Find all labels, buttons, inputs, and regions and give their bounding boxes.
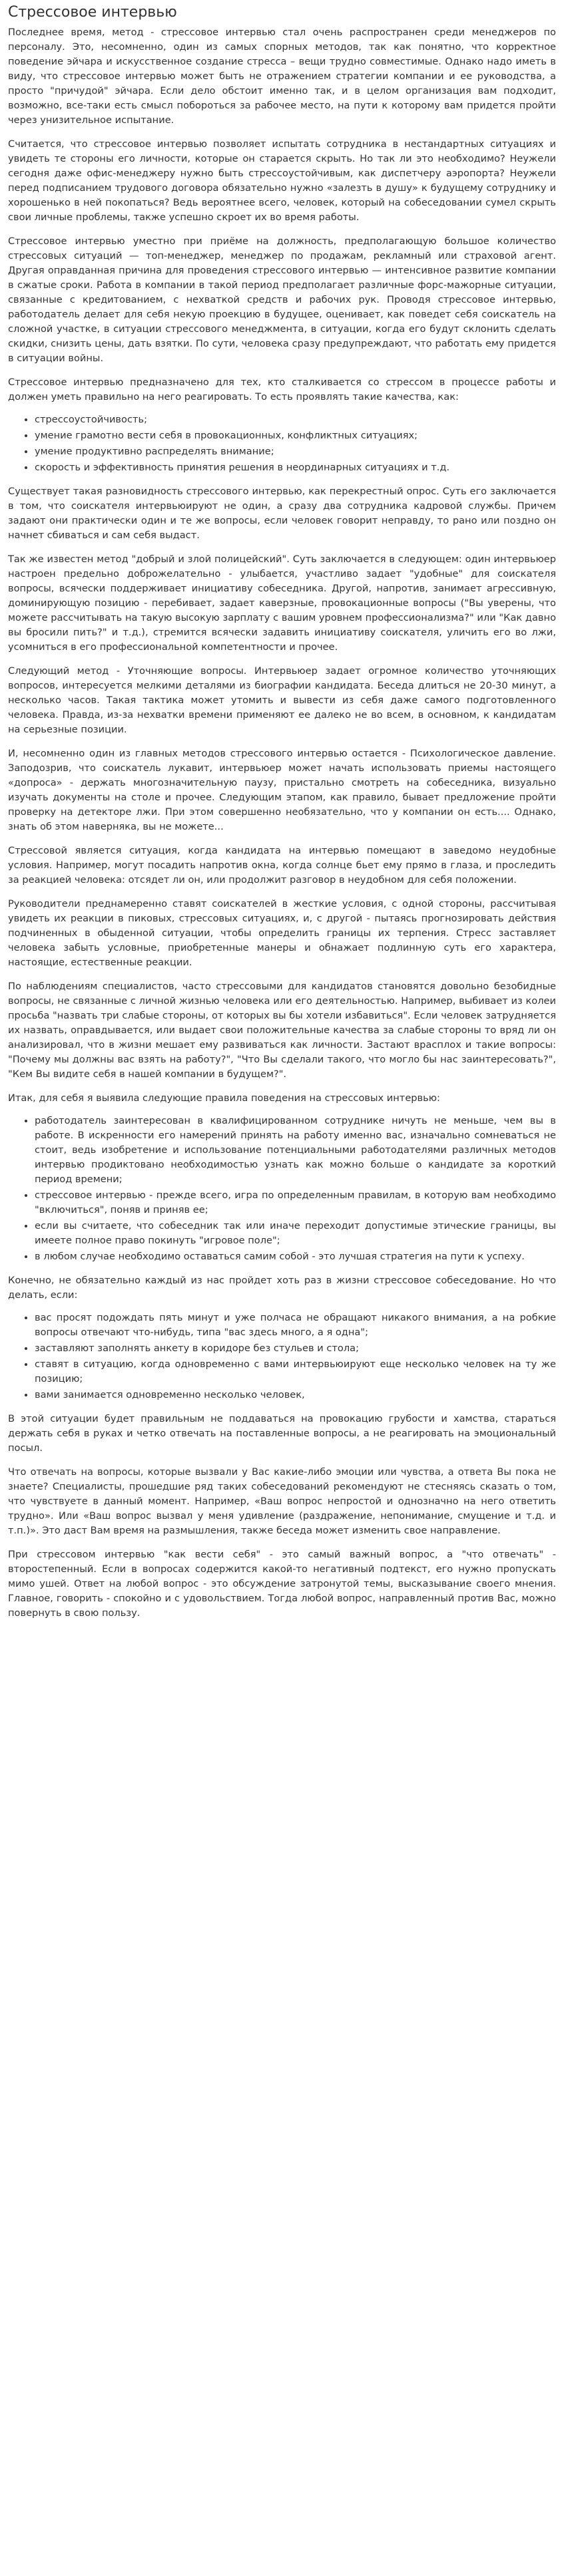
paragraph: Итак, для себя я выявила следующие правила поведения на стрессовых интервью: bbox=[8, 1092, 440, 1104]
paragraph: Конечно, не обязательно каждый из нас пройдет хоть раз в жизни стрессовое собеседование. Но что делать, если: bbox=[8, 1275, 556, 1301]
list-item: • умение продуктивно распределять внимание; bbox=[35, 444, 556, 459]
list-item: • ставят в ситуацию, когда одновременно с вами интервьюируют еще несколько человек на ту же позицию; bbox=[35, 1357, 556, 1386]
list-item: • в любом случае необходимо оставаться самим собой - это лучшая стратегия на пути к успеху. bbox=[35, 1249, 556, 1264]
paragraph: Последнее время, метод - стрессовое интервью стал очень распространен среди менеджеров по персоналу. Это, несомненно, один из самых спорных методов, так как понятно, что корректное поведение эйчара и искусственное создание стресса – вещи трудно совместимые. Однако надо иметь в виду, что стрессовое интервью может быть не отражением стратегии компании и ее руководства, а просто "причудой" эйчара. Если дело обстоит именно так, и в целом организация вам подходит, возможно, все-таки есть смысл побороться за рабочее место, на пути к которому вам придется пройти через унизительное испытание. bbox=[8, 27, 556, 126]
situations-list bbox=[8, 1311, 556, 1402]
list-item: • вас просят подождать пять минут и уже полчаса не обращают никакого внимания, а на робкие вопросы отвечают что-нибудь, типа "вас здесь много, а я одна"; bbox=[35, 1311, 556, 1340]
qualities-list bbox=[8, 412, 556, 475]
paragraph: Стрессовое интервью предназначено для тех, кто сталкивается со стрессом в процессе работы и должен уметь правильно на него реагировать. То есть проявлять такие качества, как: bbox=[8, 377, 556, 402]
paragraph: Считается, что стрессовое интервью позволяет испытать сотрудника в нестандартных ситуациях и увидеть те стороны его личности, которые он старается скрыть. Но так ли это необходимо? Неужели сегодня даже офис-менеджеру нужно быть стрессоустойчивым, как диспетчеру аэропорта? Неужели перед подписанием трудового договора обязательно нужно «залезть в душу» к будущему сотруднику и хорошенько в ней покопаться? Ведь вероятнее всего, человек, который на собеседовании сумел скрыть свои личные проблемы, также успешно скроет их во время работы. bbox=[8, 138, 556, 223]
list-item: • если вы считаете, что собеседник так или иначе переходит допустимые этические границы, вы имеете полное право покинуть "игровое поле"; bbox=[35, 1219, 556, 1248]
list-item: • заставляют заполнять анкету в коридоре без стульев и стола; bbox=[35, 1341, 556, 1356]
paragraph: Так же известен метод "добрый и злой полицейский". Суть заключается в следующем: один интервьюер настроен предельно доброжелательно - улыбается, участливо задает "удобные" для соискателя вопросы, всячески поддерживает инициативу собеседника. Другой, напротив, занимает агрессивную, доминирующую позицию - перебивает, задает каверзные, провокационные вопросы ("Вы уверены, что можете рассчитывать на такую высокую зарплату с вашим уровнем профессионализма?" или "Как давно вы бросили пить?" и т.д.), стремится всячески задавить инициативу соискателя, уличить его во лжи, усомниться в его профессиональной компетентности и прочее. bbox=[8, 554, 556, 653]
paragraph: Следующий метод - Уточняющие вопросы. Интервьюер задает огромное количество уточняющих вопросов, интересуется мелкими деталями из биографии кандидата. Беседа длиться не 20-30 минут, а несколько часов. Такая тактика может утомить и вывести из себя даже самого подготовленного человека. Правда, из-за нехватки времени применяют ее далеко не во всем, в основном, к кандидатам на серьезные позиции. bbox=[8, 665, 556, 735]
paragraph: Стрессовое интервью уместно при приёме на должность, предполагающую большое количество стрессовых ситуаций — топ-менеджер, менеджер по продажам, рекламный или страховой агент. Другая оправданная причина для проведения стрессового интервью — интенсивное развитие компании в сжатые сроки. Работа в компании в такой период предполагает различные форс-мажорные ситуации, связанные с кредитованием, с нехваткой средств и рабочих рук. Проводя стрессовое интервью, работодатель делает для себя некую проекцию в будущее, оценивает, как поведет себя соискатель на сложной участке, в ситуации стрессового менеджмента, в ситуации, когда его будут склонить сделать скидки, снизить цены, дать взятки. По сути, человека сразу предупреждают, что работать ему придется в ситуации войны. bbox=[8, 236, 556, 364]
list-item: • скорость и эффективность принятия решения в неординарных ситуациях и т.д. bbox=[35, 460, 556, 475]
list-item: • умение грамотно вести себя в провокационных, конфликтных ситуациях; bbox=[35, 428, 556, 443]
list-item: • стрессовое интервью - прежде всего, игра по определенным правилам, в которую вам необходимо "включиться", поняв и приняв ее; bbox=[35, 1188, 556, 1217]
paragraph: Существует такая разновидность стрессового интервью, как перекрестный опрос. Суть его заключается в том, что соискателя интервьюируют не один, а сразу два сотрудника кадровой службы. Причем задают они практически один и те же вопросы, если человек говорит неправду, то рано или поздно он начнет сбиваться и сам себя выдаст. bbox=[8, 486, 556, 541]
page-title: Стрессовое интервью bbox=[8, 4, 177, 21]
paragraph: Что отвечать на вопросы, которые вызвали у Вас какие-либо эмоции или чувства, а ответа Вы пока не знаете? Специалисты, прошедшие ряд таких собеседований рекомендуют не стесняясь сказать о том, что чувствуете в данный момент. Например, «Ваш вопрос непростой и однозначно на него ответить трудно». Или «Ваш вопрос вызвал у меня удивление (раздражение, непонимание, смущение и т.д. и т.п.)». Это даст Вам время на размышления, также беседа может изменить свое направление. bbox=[8, 1466, 556, 1536]
paragraph: В этой ситуации будет правильным не поддаваться на провокацию грубости и хамства, стараться держать себя в руках и четко отвечать на поставленные вопросы, а не реагировать на эмоциональный посыл. bbox=[8, 1413, 556, 1454]
paragraph: Руководители преднамеренно ставят соискателей в жесткие условия, с одной стороны, рассчитывая увидеть их реакции в пиковых, стрессовых ситуациях, и, с другой - пытаясь прогнозировать действия подчиненных в обыденной ситуации, чтобы определить границы их терпения. Стресс заставляет человека забыть условные, приобретенные манеры и обнажает подлинную суть его характера, настоящие, естественные реакции. bbox=[8, 898, 556, 968]
list-item: • стрессоустойчивость; bbox=[35, 412, 556, 427]
paragraph: По наблюдениям специалистов, часто стрессовыми для кандидатов становятся довольно безобидные вопросы, не связанные с личной жизнью человека или его деятельностью. Например, выбивает из колеи просьба "назвать три слабые стороны, от которых вы бы хотели избавиться". Если человек затрудняется их назвать, оправдывается, или выдает свои положительные качества за слабые стороны то вряд ли он анализировал, что в жизни мешает ему развиваться как личности. Застают врасплох и такие вопросы: "Почему мы должны вас взять на работу?", "Что Вы сделали такого, что могло бы нас заинтересовать?", "Кем Вы видите себя в нашей компании в будущем?". bbox=[8, 981, 556, 1080]
rules-list bbox=[8, 1114, 556, 1264]
paragraph: И, несомненно один из главных методов стрессового интервью остается - Психологическое давление. Заподозрив, что соискатель лукавит, интервьюер может начать использовать приемы настоящего «допроса» - держать многозначительную паузу, пристально смотреть на собеседника, визуально изучать документы на столе и прочее. Следующим этапом, как правило, бывает предложение пройти проверку на детекторе лжи. При этом совершенно необязательно, что у компании он есть.... Однако, знать об этом наверняка, вы не можете... bbox=[8, 748, 556, 832]
list-item: • вами занимается одновременно несколько человек, bbox=[35, 1388, 556, 1402]
list-item: • работодатель заинтересован в квалифицированном сотруднике ничуть не меньше, чем вы в работе. В искренности его намерений принять на работу именно вас, изначально сомневаться не стоит, ведь изобретение и использование потенциальными работодателями различных методов интервью продиктовано необходимостью узнать как можно больше о кандидате за короткий период времени; bbox=[35, 1114, 556, 1187]
paragraph: При стрессовом интервью "как вести себя" - это самый важный вопрос, а "что отвечать" - второстепенный. Если в вопросах содержится какой-то негативный подтекст, его нужно пропускать мимо ушей. Ответ на любой вопрос - это обсуждение затронутой темы, высказывание своего мнения. Главное, говорить - спокойно и с удовольствием. Тогда любой вопрос, направленный против Вас, можно повернуть в свою пользу. bbox=[8, 1549, 556, 1619]
paragraph: Стрессовой является ситуация, когда кандидата на интервью помещают в заведомо неудобные условия. Например, могут посадить напротив окна, когда солнце бьет ему прямо в глаза, и проследить за реакцией человека: отсядет ли он, или продолжит разговор в неудобном для себя положении. bbox=[8, 845, 556, 886]
